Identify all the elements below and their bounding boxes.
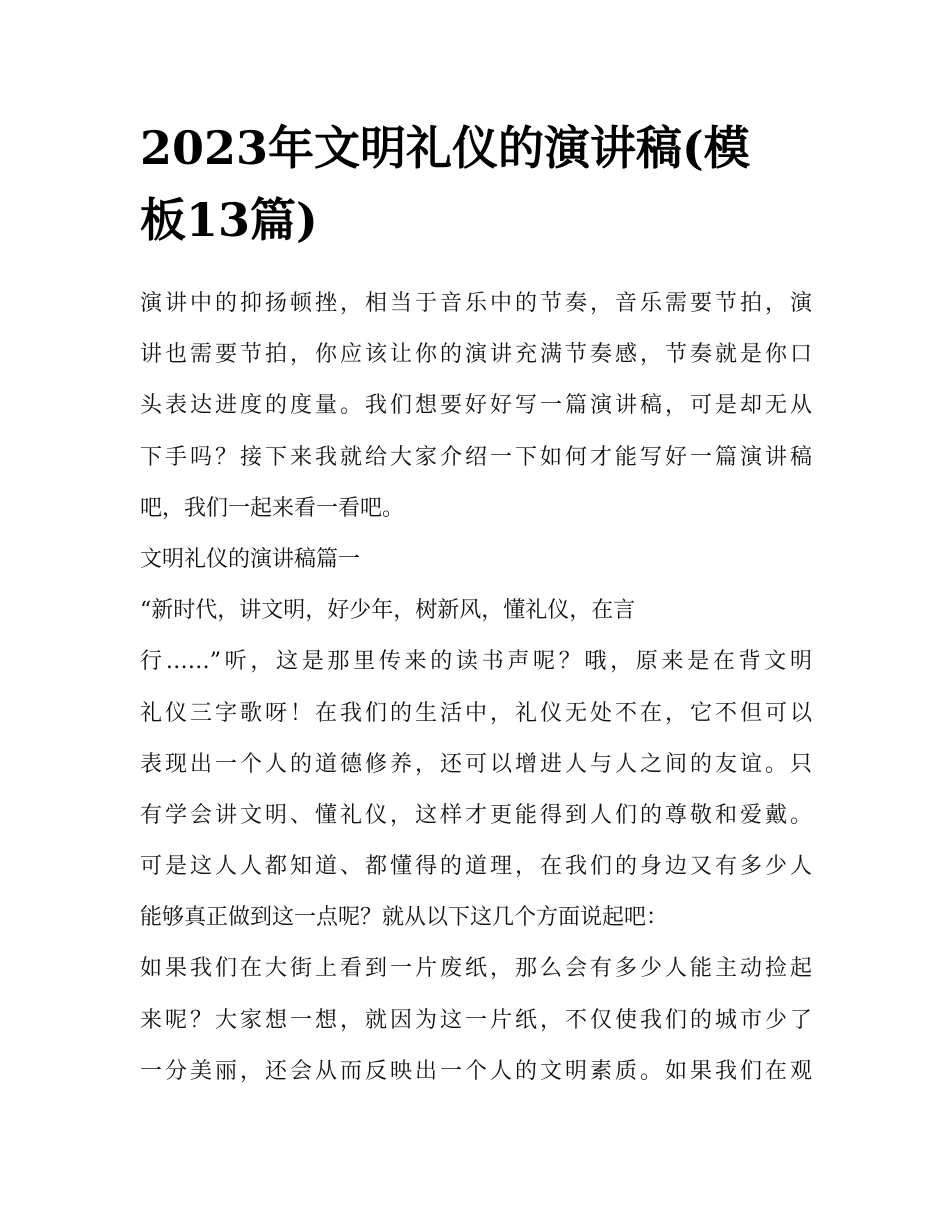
document-body bbox=[140, 278, 812, 1097]
intro-paragraph bbox=[140, 278, 812, 534]
paragraph-2 bbox=[140, 943, 812, 1097]
paragraph-line: 礼仪三字歌呀！在我们的生活中，礼仪无处不在，它不但可以 bbox=[140, 700, 812, 726]
intro-line: 下手吗？接下来我就给大家介绍一下如何才能写好一篇演讲稿 bbox=[140, 444, 812, 470]
intro-line: 头表达进度的度量。我们想要好好写一篇演讲稿，可是却无从 bbox=[140, 393, 812, 419]
paragraph-line: 一分美丽，还会从而反映出一个人的文明素质。如果我们在观 bbox=[140, 1058, 812, 1084]
intro-line: 讲也需要节拍，你应该让你的演讲充满节奏感，节奏就是你口 bbox=[140, 342, 812, 368]
paragraph-line: 如果我们在大街上看到一片废纸，那么会有多少人能主动捡起 bbox=[140, 956, 812, 982]
title-line-1: 2023年文明礼仪的演讲稿(模 bbox=[140, 121, 750, 175]
paragraph-line: 来呢？大家想一想，就因为这一片纸，不仅使我们的城市少了 bbox=[140, 1007, 812, 1033]
paragraph-line: “新时代，讲文明，好少年，树新风，懂礼仪，在言 bbox=[140, 598, 636, 624]
paragraph-line: 可是这人人都知道、都懂得的道理，在我们的身边又有多少人 bbox=[140, 854, 812, 880]
section-heading: 文明礼仪的演讲稿篇一 bbox=[140, 546, 361, 572]
document-title bbox=[140, 112, 812, 256]
title-line-2: 板13篇) bbox=[140, 193, 318, 247]
document-page bbox=[140, 112, 812, 1097]
intro-line: 演讲中的抑扬顿挫，相当于音乐中的节奏，音乐需要节拍，演 bbox=[140, 291, 812, 316]
paragraph-line: 表现出一个人的道德修养，还可以增进人与人之间的友谊。只 bbox=[140, 751, 812, 777]
paragraph-line: 行……”听，这是那里传来的读书声呢？哦，原来是在背文明 bbox=[140, 649, 812, 675]
paragraph-line: 有学会讲文明、懂礼仪，这样才更能得到人们的尊敬和爱戴。 bbox=[140, 802, 812, 828]
intro-line: 吧，我们一起来看一看吧。 bbox=[140, 495, 405, 521]
paragraph-1 bbox=[140, 585, 812, 943]
paragraph-line: 能够真正做到这一点呢？就从以下这几个方面说起吧： bbox=[140, 905, 669, 931]
